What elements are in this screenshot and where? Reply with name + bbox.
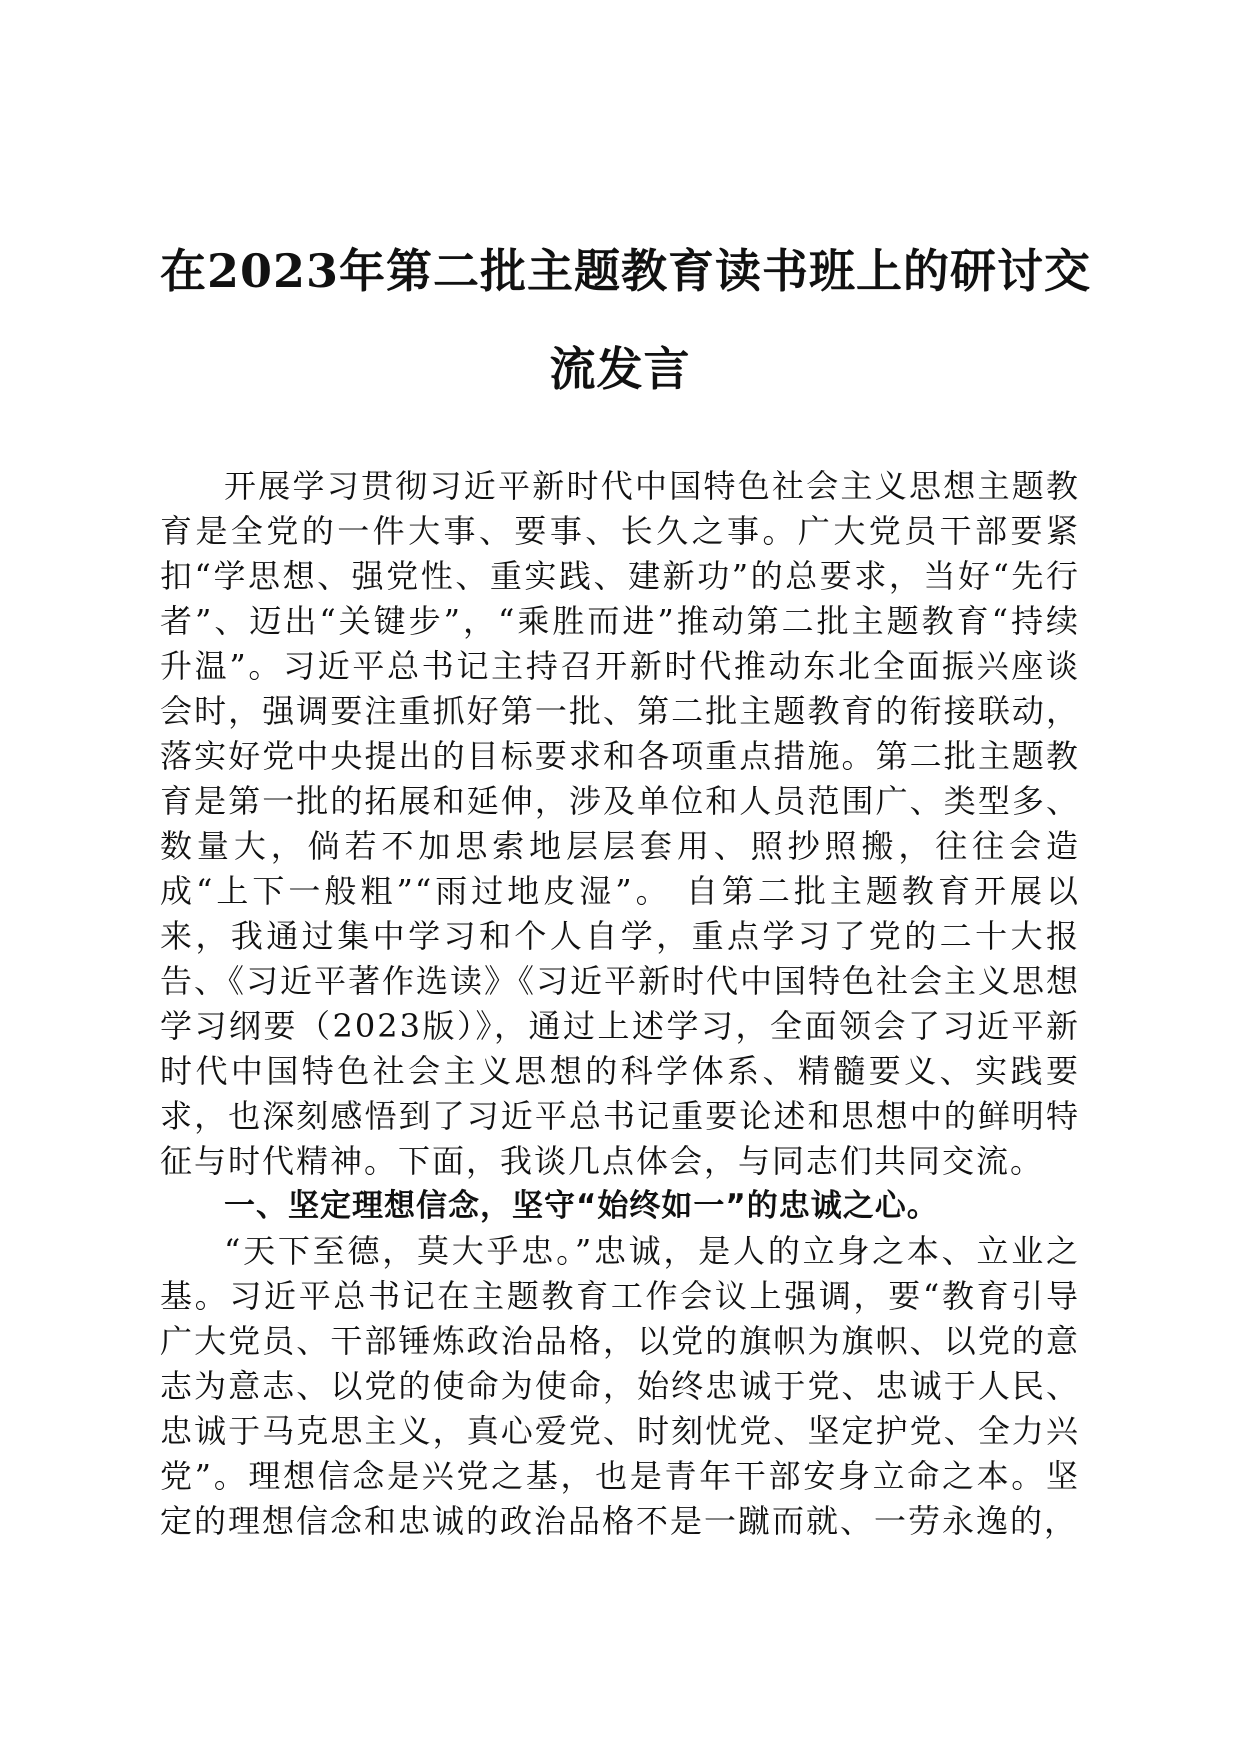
section-heading-1: 一、坚定理想信念，坚守“始终如一”的忠诚之心。 [224,1188,939,1224]
title-line-1: 在2023年第二批主题教育读书班上的研讨交 [160,244,1092,298]
title-line-2: 流发言 [549,342,691,396]
paragraph-intro: 开展学习贯彻习近平新时代中国特色社会主义思想主题教育是全党的一件大事、要事、长久之事。广大党员干部要紧扣“学思想、强党性、重实践、建新功”的总要求，当好“先行者”、迈出“关键步”，“乘胜而进”推动第二批主题教育“持续升温”。习近平总书记主持召开新时代推动东北全面振兴座谈会时，强调要注重抓好第一批、第二批主题教育的衔接联动，落实好党中央提出的目标要求和各项重点措施。第二批主题教育是第一批的拓展和延伸，涉及单位和人员范围广、类型多、数量大，倘若不加思索地层层套用、照抄照搬，往往会造成“上下一般粗”“雨过地皮湿”。 自第二批主题教育开展以来，我通过集中学习和个人自学，重点学习了党的二十大报告、《习近平著作选读》《习近平新时代中国特色社会主义思想学习纲要（2023版）》，通过上述学习，全面领会了习近平新时代中国特色社会主义思想的科学体系、精髓要义、实践要求，也深刻感悟到了习近平总书记重要论述和思想中的鲜明特征与时代精神。下面，我谈几点体会，与同志们共同交流。 [160,467,1081,1180]
document-body [160,464,1080,1544]
paragraph-section-1: “天下至德，莫大乎忠。”忠诚，是人的立身之本、立业之基。习近平总书记在主题教育工作会议上强调，要“教育引导广大党员、干部锤炼政治品格，以党的旗帜为旗帜、以党的意志为意志、以党的使命为使命，始终忠诚于党、忠诚于人民、忠诚于马克思主义，真心爱党、时刻忧党、坚定护党、全力兴党”。理想信念是兴党之基，也是青年干部安身立命之本。坚定的理想信念和忠诚的政治品格不是一蹴而就、一劳永逸的， [160,1232,1080,1540]
document-title [160,222,1092,418]
